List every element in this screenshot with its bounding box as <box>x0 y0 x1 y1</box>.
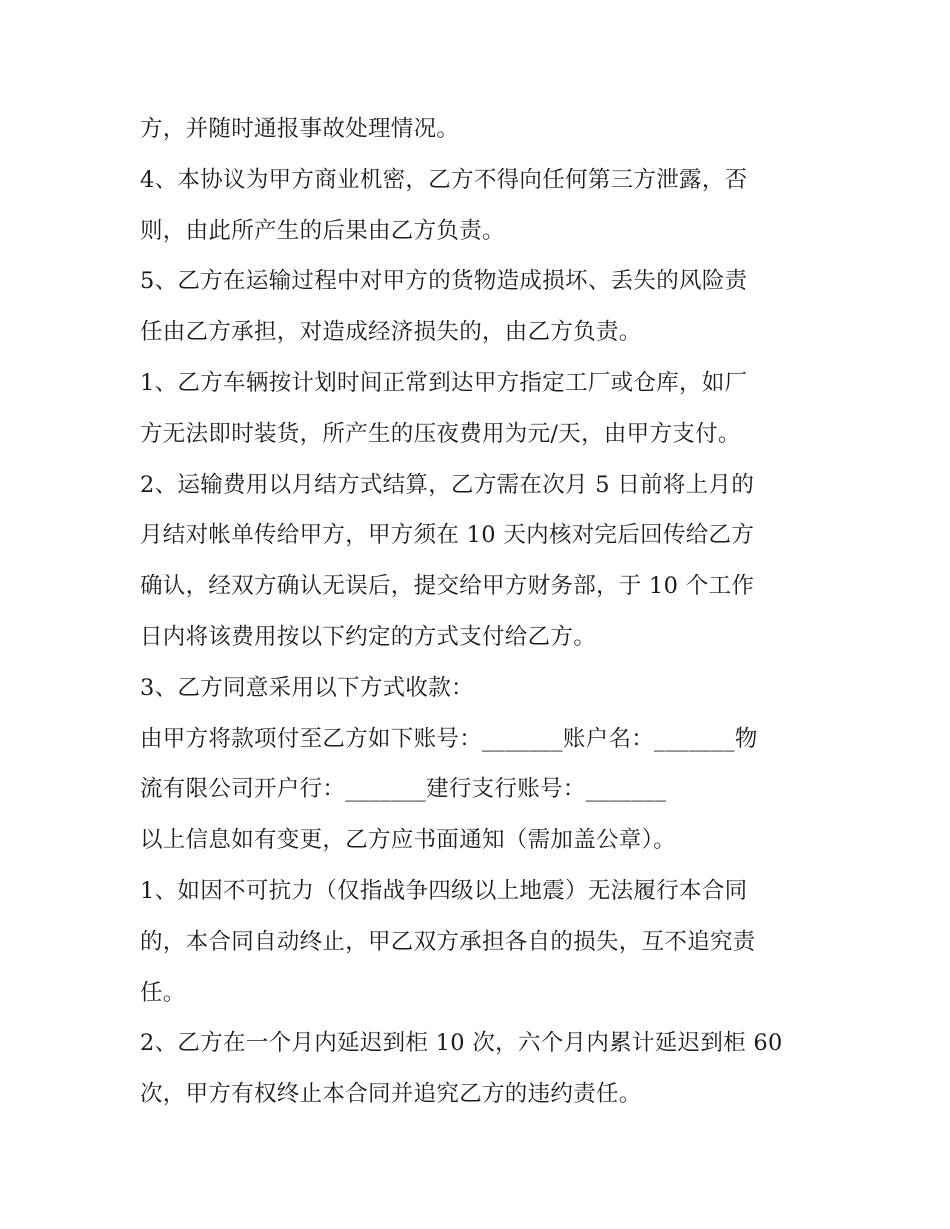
document-body <box>140 104 820 1120</box>
text-line: 方无法即时装货，所产生的压夜费用为元/天，由甲方支付。 <box>140 420 741 447</box>
text-line: 以上信息如有变更，乙方应书面通知（需加盖公章）。 <box>140 827 676 854</box>
text-line: 3、乙方同意采用以下方式收款： <box>140 674 474 701</box>
text-line: 2、乙方在一个月内延迟到柜 10 次，六个月内累计延迟到柜 60 <box>140 1030 783 1057</box>
text-line: 则，由此所产生的后果由乙方负责。 <box>140 217 505 244</box>
text-line: 5、乙方在运输过程中对甲方的货物造成损坏、丢失的风险责 <box>140 268 748 295</box>
text-line: 1、乙方车辆按计划时间正常到达甲方指定工厂或仓库，如厂 <box>140 369 748 396</box>
text-line: 日内将该费用按以下约定的方式支付给乙方。 <box>140 623 597 650</box>
text-line: 流有限公司开户行：_______建行支行账号：_______ <box>140 776 667 803</box>
text-line: 4、本协议为甲方商业机密，乙方不得向任何第三方泄露，否 <box>140 166 748 193</box>
text-line: 的，本合同自动终止，甲乙双方承担各自的损失，互不追究责 <box>140 928 756 955</box>
text-line: 1、如因不可抗力（仅指战争四级以上地震）无法履行本合同 <box>140 877 748 904</box>
text-line: 任。 <box>140 979 186 1006</box>
text-line: 确认，经双方确认无误后，提交给甲方财务部，于 10 个工作 <box>140 573 755 600</box>
text-line: 次，甲方有权终止本合同并追究乙方的违约责任。 <box>140 1081 642 1108</box>
text-line: 2、运输费用以月结方式结算，乙方需在次月 5 日前将上月的 <box>140 471 755 498</box>
text-line: 月结对帐单传给甲方，甲方须在 10 天内核对完后回传给乙方 <box>140 522 755 549</box>
text-line: 由甲方将款项付至乙方如下账号：_______账户名：_______物 <box>140 725 758 752</box>
text-line: 方，并随时通报事故处理情况。 <box>140 116 460 142</box>
text-line: 任由乙方承担，对造成经济损失的，由乙方负责。 <box>140 319 642 346</box>
